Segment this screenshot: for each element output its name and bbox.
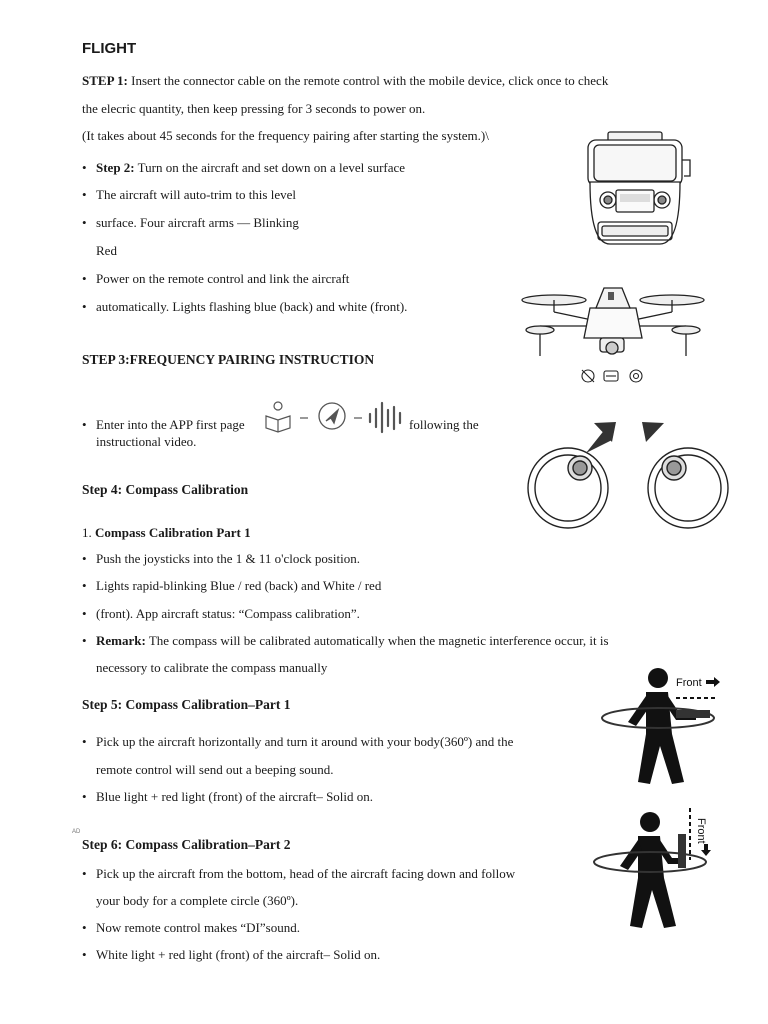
step4-remark-cont: necessory to calibrate the compass manually: [96, 660, 328, 675]
book-person-icon: [266, 402, 290, 432]
arrow-right-icon: [706, 677, 720, 687]
step4-bullet-3: (front). App aircraft status: “Compass calibration”.: [96, 606, 360, 621]
drone-illustration: [512, 278, 712, 388]
bullet-glyph: •: [82, 947, 87, 962]
step4-part-label: Compass Calibration Part 1: [95, 525, 251, 540]
step4-heading: Step 4: Compass Calibration: [82, 482, 249, 497]
joystick-calibration-illustration: [524, 418, 734, 533]
step6-heading: Step 6: Compass Calibration–Part 2: [82, 837, 291, 852]
person-rotation-horizontal-illustration: [596, 664, 726, 788]
step6-bullet-3: White light + red light (front) of the aircraft– Solid on.: [96, 947, 381, 962]
front-label: Front: [676, 677, 702, 689]
remark-text: The compass will be calibrated automatically when the magnetic interference occur, it is: [148, 633, 609, 648]
step5-heading: Step 5: Compass Calibration–Part 1: [82, 697, 291, 712]
bullet-glyph: •: [82, 215, 87, 230]
bullet-glyph: •: [82, 160, 87, 175]
bullet-glyph: •: [82, 551, 87, 566]
step4-bullet-2: Lights rapid-blinking Blue / red (back) and White / red: [96, 578, 382, 593]
bullet-glyph: •: [82, 920, 87, 935]
step2-text: Turn on the aircraft and set down on a level surface: [137, 160, 406, 175]
step3-bullet-1a: Enter into the APP first page: [96, 417, 245, 432]
step1-line3: (It takes about 45 seconds for the frequency pairing after starting the system.)\: [82, 128, 489, 143]
arrow-down-icon: [701, 844, 711, 856]
status-icons: [582, 370, 642, 382]
step4-part: [82, 525, 251, 541]
step1-text: Insert the connector cable on the remote control with the mobile device, click once to check: [131, 73, 609, 88]
bullet-glyph: •: [82, 271, 87, 286]
sound-wave-icon: [370, 403, 400, 432]
step3-bullet-1c: instructional video.: [96, 434, 197, 449]
bullet-glyph: •: [82, 299, 87, 314]
step1-label: STEP 1:: [82, 73, 128, 88]
front-label: Front: [695, 818, 707, 844]
step6-bullet-2: Now remote control makes “DI”sound.: [96, 920, 300, 935]
step6-bullet-1-cont: your body for a complete circle (360º).: [96, 893, 299, 908]
bullet-glyph: •: [82, 417, 87, 432]
step5-bullet-2: Blue light + red light (front) of the aircraft– Solid on.: [96, 789, 374, 804]
step2-label: Step 2:: [96, 160, 135, 175]
step4-remark: [96, 633, 609, 649]
step2-bullet-4: Power on the remote control and link the aircraft: [96, 271, 350, 286]
step3-bullet-1b: following the: [409, 417, 479, 432]
step2-bullet-3-cont: Red: [96, 243, 117, 258]
step3-heading: STEP 3:FREQUENCY PAIRING INSTRUCTION: [82, 352, 375, 367]
step1-line1: [82, 73, 608, 89]
step2-bullet-3: surface. Four aircraft arms — Blinking: [96, 215, 299, 230]
ad-mark: AD: [72, 829, 81, 835]
step2-bullet-2: The aircraft will auto-trim to this level: [96, 187, 296, 202]
person-rotation-vertical-illustration: [590, 804, 720, 930]
bullet-glyph: •: [82, 866, 87, 881]
page-title: FLIGHT: [82, 40, 137, 57]
step2-bullet-5: automatically. Lights flashing blue (back) and white (front).: [96, 299, 408, 314]
bullet-glyph: •: [82, 606, 87, 621]
bullet-glyph: •: [82, 633, 87, 648]
bullet-glyph: •: [82, 578, 87, 593]
step6-bullet-1: Pick up the aircraft from the bottom, head of the aircraft facing down and follow: [96, 866, 516, 881]
compass-arrow-icon: [319, 403, 345, 429]
step1-line2: the elecric quantity, then keep pressing for 3 seconds to power on.: [82, 101, 426, 116]
arrow-up-right-icon: [586, 422, 616, 453]
step4-bullet-1: Push the joysticks into the 1 & 11 o'clock position.: [96, 551, 361, 566]
arrow-up-left-icon: [642, 422, 664, 442]
bullet-glyph: •: [82, 789, 87, 804]
remark-label: Remark:: [96, 633, 146, 648]
app-icons-row: [262, 398, 408, 434]
bullet-glyph: •: [82, 734, 87, 749]
step2-bullet-1: [96, 160, 405, 176]
step5-bullet-1: Pick up the aircraft horizontally and turn it around with your body(360º) and the: [96, 734, 514, 749]
step5-bullet-1-cont: remote control will send out a beeping sound.: [96, 762, 334, 777]
step4-part-num: 1.: [82, 525, 92, 540]
bullet-glyph: •: [82, 187, 87, 202]
remote-controller-illustration: [580, 130, 700, 248]
